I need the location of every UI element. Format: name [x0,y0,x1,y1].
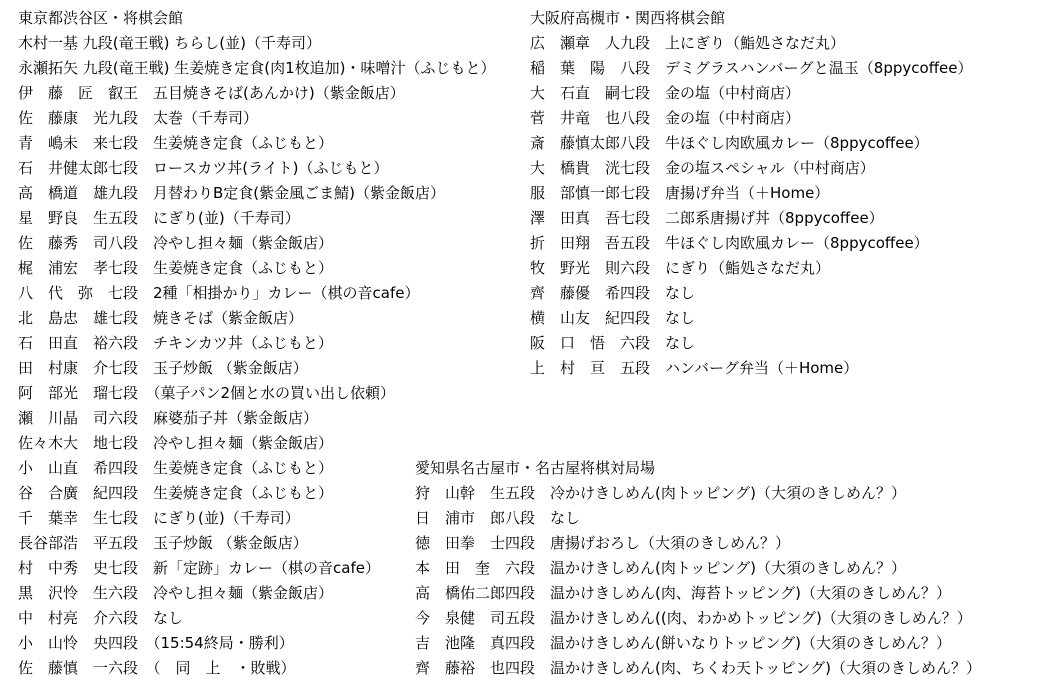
player-lunch-text: 佐 藤秀 司八段 冷やし担々麺（紫金飯店） [18,234,334,252]
player-lunch-entry [18,156,496,181]
player-lunch-entry [415,506,981,531]
player-lunch-entry [18,331,496,356]
player-lunch-text: 長谷部浩 平五段 玉子炒飯 （紫金飯店） [18,534,308,552]
player-lunch-entry [530,31,972,56]
player-lunch-text: 阪 口 悟 六段 なし [530,334,696,352]
player-lunch-entry [530,256,972,281]
player-lunch-entry [18,406,496,431]
player-lunch-entry [18,56,496,81]
player-lunch-entry [18,231,496,256]
player-lunch-entry [530,156,972,181]
player-lunch-entry [415,581,981,606]
osaka-entry-list [530,31,972,381]
player-lunch-text: 北 島忠 雄七段 焼きそば（紫金飯店） [18,309,304,327]
player-lunch-entry [415,606,981,631]
player-lunch-entry [530,356,972,381]
player-lunch-text: 牧 野光 則六段 にぎり（鮨処さなだ丸） [530,259,831,277]
player-lunch-text: 石 田直 裕六段 チキンカツ丼（ふじもと） [18,334,333,352]
player-lunch-entry [18,356,496,381]
player-lunch-text: 小 山直 希四段 生姜焼き定食（ふじもと） [18,459,334,477]
player-lunch-text: 上 村 亘 五段 ハンバーグ弁当（＋Home） [530,359,859,377]
player-lunch-entry [530,281,972,306]
player-lunch-text: 日 浦市 郎八段 なし [415,509,581,527]
nagoya-venue-section [415,456,981,681]
player-lunch-entry [18,431,496,456]
player-lunch-text: 村 中秀 史七段 新「定跡」カレー（棋の音cafe） [18,559,380,577]
player-lunch-entry [18,181,496,206]
player-lunch-text: 石 井健太郎七段 ロースカツ丼(ライト)（ふじもと） [18,159,389,177]
player-lunch-text: 木村一基 九段(竜王戦) ちらし(並)（千寿司） [18,34,321,52]
player-lunch-entry [18,381,496,406]
player-lunch-entry [530,231,972,256]
player-lunch-entry [18,81,496,106]
player-lunch-text: 大 石直 嗣七段 金の塩（中村商店） [530,84,801,102]
player-lunch-text: 澤 田真 吾七段 二郎系唐揚げ丼（8ppycoffee） [530,209,884,227]
player-lunch-text: 永瀬拓矢 九段(竜王戦) 生姜焼き定食(肉1枚追加)・味噌汁（ふじもと） [18,59,496,77]
player-lunch-text: 横 山友 紀四段 なし [530,309,696,327]
player-lunch-text: 佐々木大 地七段 冷やし担々麺（紫金飯店） [18,434,334,452]
player-lunch-text: 瀬 川晶 司六段 麻婆茄子丼（紫金飯店） [18,409,319,427]
player-lunch-text: 齊 藤優 希四段 なし [530,284,696,302]
player-lunch-text: 本 田 奎 六段 温かけきしめん(肉トッピング)（大須のきしめん？） [415,559,906,577]
player-lunch-text: 小 山怜 央四段 （15:54終局・勝利） [18,634,294,652]
player-lunch-text: 阿 部光 瑠七段 （菓子パン2個と水の買い出し依頼） [18,384,396,402]
player-lunch-entry [18,131,496,156]
player-lunch-text: 八 代 弥 七段 2種「相掛かり」カレー（棋の音cafe） [18,284,420,302]
player-lunch-entry [415,531,981,556]
player-lunch-text: 狩 山幹 生五段 冷かけきしめん(肉トッピング)（大須のきしめん？） [415,484,906,502]
player-lunch-entry [415,481,981,506]
player-lunch-entry [415,656,981,681]
player-lunch-text: 今 泉健 司五段 温かけきしめん((肉、わかめトッピング)（大須のきしめん？） [415,609,972,627]
player-lunch-entry [18,256,496,281]
player-lunch-entry [530,181,972,206]
player-lunch-text: 斎 藤慎太郎八段 牛ほぐし肉欧風カレー（8ppycoffee） [530,134,929,152]
player-lunch-text: 大 橋貴 洸七段 金の塩スペシャル（中村商店） [530,159,875,177]
player-lunch-text: 伊 藤 匠 叡王 五目焼きそば(あんかけ)（紫金飯店） [18,84,405,102]
nagoya-entry-list [415,481,981,681]
nagoya-heading: 愛知県名古屋市・名古屋将棋対局場 [415,459,656,477]
osaka-venue-section [530,6,972,381]
player-lunch-text: 黒 沢怜 生六段 冷やし担々麺（紫金飯店） [18,584,334,602]
player-lunch-text: 田 村康 介七段 玉子炒飯 （紫金飯店） [18,359,308,377]
player-lunch-text: 中 村亮 介六段 なし [18,609,184,627]
player-lunch-text: 青 嶋未 来七段 生姜焼き定食（ふじもと） [18,134,334,152]
osaka-heading: 大阪府高槻市・関西将棋会館 [530,9,726,27]
player-lunch-entry [530,131,972,156]
player-lunch-entry [18,281,496,306]
player-lunch-text: 服 部慎一郎七段 唐揚げ弁当（＋Home） [530,184,830,202]
player-lunch-text: 星 野良 生五段 にぎり(並)（千寿司） [18,209,300,227]
player-lunch-text: 折 田翔 吾五段 牛ほぐし肉欧風カレー（8ppycoffee） [530,234,929,252]
player-lunch-text: 高 橋道 雄九段 月替わりB定食(紫金風ごま鯖)（紫金飯店） [18,184,445,202]
player-lunch-entry [530,306,972,331]
player-lunch-entry [415,556,981,581]
player-lunch-text: 梶 浦宏 孝七段 生姜焼き定食（ふじもと） [18,259,334,277]
player-lunch-text: 佐 藤慎 一六段 （ 同 上 ・敗戦） [18,659,296,677]
player-lunch-text: 吉 池隆 真四段 温かけきしめん(餅いなりトッピング)（大須のきしめん？） [415,634,951,652]
player-lunch-entry [530,206,972,231]
player-lunch-entry [18,31,496,56]
player-lunch-entry [530,81,972,106]
player-lunch-text: 菅 井竜 也八段 金の塩（中村商店） [530,109,801,127]
player-lunch-entry [18,306,496,331]
player-lunch-text: 齊 藤裕 也四段 温かけきしめん(肉、ちくわ天トッピング)（大須のきしめん？） [415,659,981,677]
player-lunch-entry [530,331,972,356]
player-lunch-text: 佐 藤康 光九段 太巻（千寿司） [18,109,259,127]
player-lunch-entry [530,106,972,131]
player-lunch-entry [18,106,496,131]
player-lunch-text: 稲 葉 陽 八段 デミグラスハンバーグと温玉（8ppycoffee） [530,59,973,77]
player-lunch-entry [530,56,972,81]
player-lunch-text: 広 瀬章 人九段 上にぎり（鮨処さなだ丸） [530,34,846,52]
player-lunch-text: 千 葉幸 生七段 にぎり(並)（千寿司） [18,509,300,527]
tokyo-heading: 東京都渋谷区・将棋会館 [18,9,184,27]
player-lunch-entry [415,631,981,656]
player-lunch-text: 徳 田拳 士四段 唐揚げおろし（大須のきしめん？） [415,534,791,552]
player-lunch-text: 高 橋佑二郎四段 温かけきしめん(肉、海苔トッピング)（大須のきしめん？） [415,584,951,602]
player-lunch-text: 谷 合廣 紀四段 生姜焼き定食（ふじもと） [18,484,334,502]
player-lunch-entry [18,206,496,231]
